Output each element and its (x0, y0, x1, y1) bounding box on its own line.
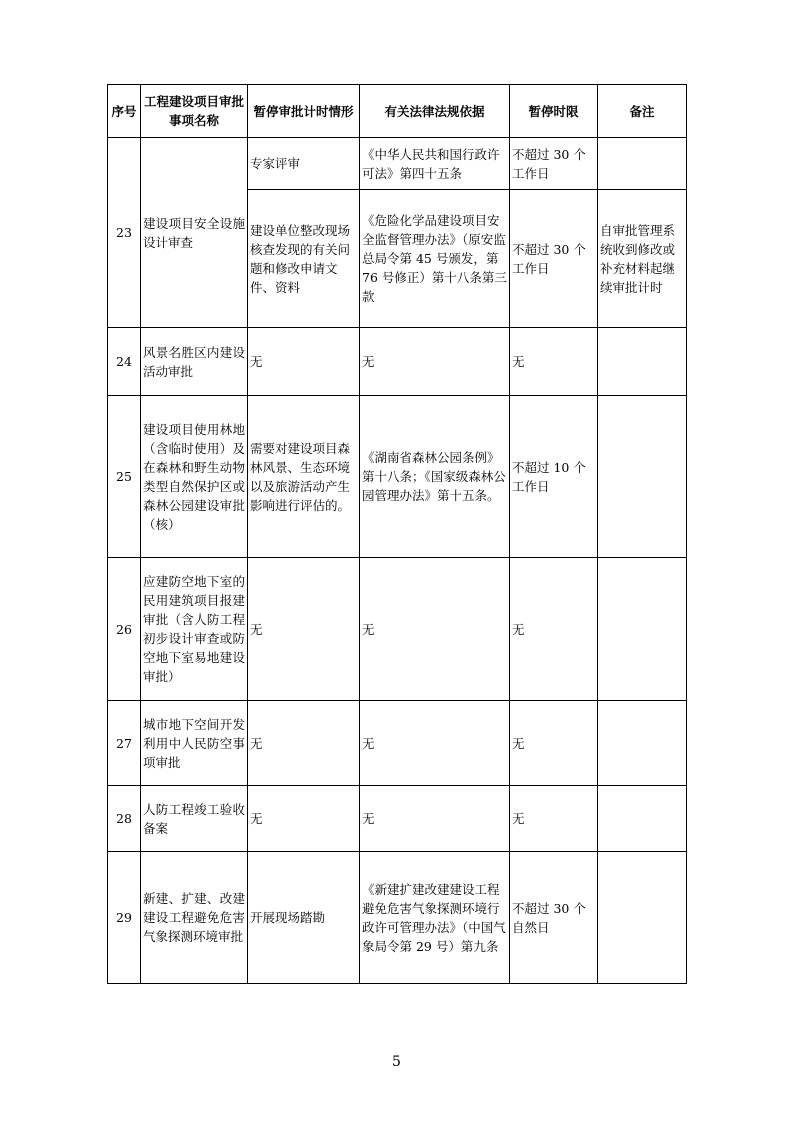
page-number: 5 (392, 1054, 401, 1070)
situation: 无 (248, 328, 360, 396)
time-limit: 无 (510, 328, 598, 396)
table-row (108, 328, 687, 396)
item-name: 风景名胜区内建设活动审批 (141, 328, 248, 396)
header-situation: 暂停审批计时情形 (248, 85, 360, 138)
item-name: 人防工程竣工验收备案 (141, 786, 248, 852)
time-limit: 无 (510, 701, 598, 786)
header-remarks: 备注 (598, 85, 687, 138)
legal-basis: 无 (360, 786, 510, 852)
time-limit: 不超过 30 个工作日 (510, 190, 598, 328)
legal-basis: 无 (360, 328, 510, 396)
item-name: 应建防空地下室的民用建筑项目报建审批（含人防工程初步设计审查或防空地下室易地建设审批） (141, 558, 248, 701)
item-name: 城市地下空间开发利用中人民防空事项审批 (141, 701, 248, 786)
table-row (108, 396, 687, 558)
header-item-name: 工程建设项目审批事项名称 (141, 85, 248, 138)
situation: 开展现场踏勘 (248, 852, 360, 984)
remarks (598, 328, 687, 396)
table-row (108, 852, 687, 984)
remarks: 自审批管理系统收到修改或补充材料起继续审批计时 (598, 190, 687, 328)
time-limit: 不超过 30 个自然日 (510, 852, 598, 984)
row-number: 23 (108, 138, 141, 328)
row-number: 29 (108, 852, 141, 984)
legal-basis: 无 (360, 701, 510, 786)
header-legal-basis: 有关法律法规依据 (360, 85, 510, 138)
remarks (598, 396, 687, 558)
item-name: 建设项目使用林地（含临时使用）及在森林和野生动物类型自然保护区或森林公园建设审批（核） (141, 396, 248, 558)
remarks (598, 701, 687, 786)
row-number: 27 (108, 701, 141, 786)
remarks (598, 558, 687, 701)
table-header-row (108, 85, 687, 138)
row-number: 25 (108, 396, 141, 558)
legal-basis: 《湖南省森林公园条例》第十八条；《国家级森林公园管理办法》第十五条。 (360, 396, 510, 558)
situation: 无 (248, 701, 360, 786)
table-row (108, 558, 687, 701)
remarks (598, 852, 687, 984)
table-row (108, 701, 687, 786)
header-time-limit: 暂停时限 (510, 85, 598, 138)
row-number: 24 (108, 328, 141, 396)
table-row (108, 786, 687, 852)
situation: 无 (248, 558, 360, 701)
remarks (598, 786, 687, 852)
situation: 无 (248, 786, 360, 852)
time-limit: 无 (510, 786, 598, 852)
row-number: 26 (108, 558, 141, 701)
remarks (598, 138, 687, 190)
time-limit: 无 (510, 558, 598, 701)
row-number: 28 (108, 786, 141, 852)
time-limit: 不超过 10 个工作日 (510, 396, 598, 558)
situation: 建设单位整改现场核查发现的有关问题和修改申请文件、资料 (248, 190, 360, 328)
table-row (108, 138, 687, 190)
item-name: 建设项目安全设施设计审查 (141, 138, 248, 328)
legal-basis: 《危险化学品建设项目安全监督管理办法》（原安监总局令第 45 号颁发，第 76 号修正）第十八条第三款 (360, 190, 510, 328)
item-name: 新建、扩建、改建建设工程避免危害气象探测环境审批 (141, 852, 248, 984)
approval-suspension-table (107, 84, 687, 984)
situation: 专家评审 (248, 138, 360, 190)
header-no: 序号 (108, 85, 141, 138)
legal-basis: 《新建扩建改建建设工程避免危害气象探测环境行政许可管理办法》（中国气象局令第 29 号）第九条 (360, 852, 510, 984)
legal-basis: 无 (360, 558, 510, 701)
situation: 需要对建设项目森林风景、生态环境以及旅游活动产生影响进行评估的。 (248, 396, 360, 558)
time-limit: 不超过 30 个工作日 (510, 138, 598, 190)
legal-basis: 《中华人民共和国行政许可法》第四十五条 (360, 138, 510, 190)
